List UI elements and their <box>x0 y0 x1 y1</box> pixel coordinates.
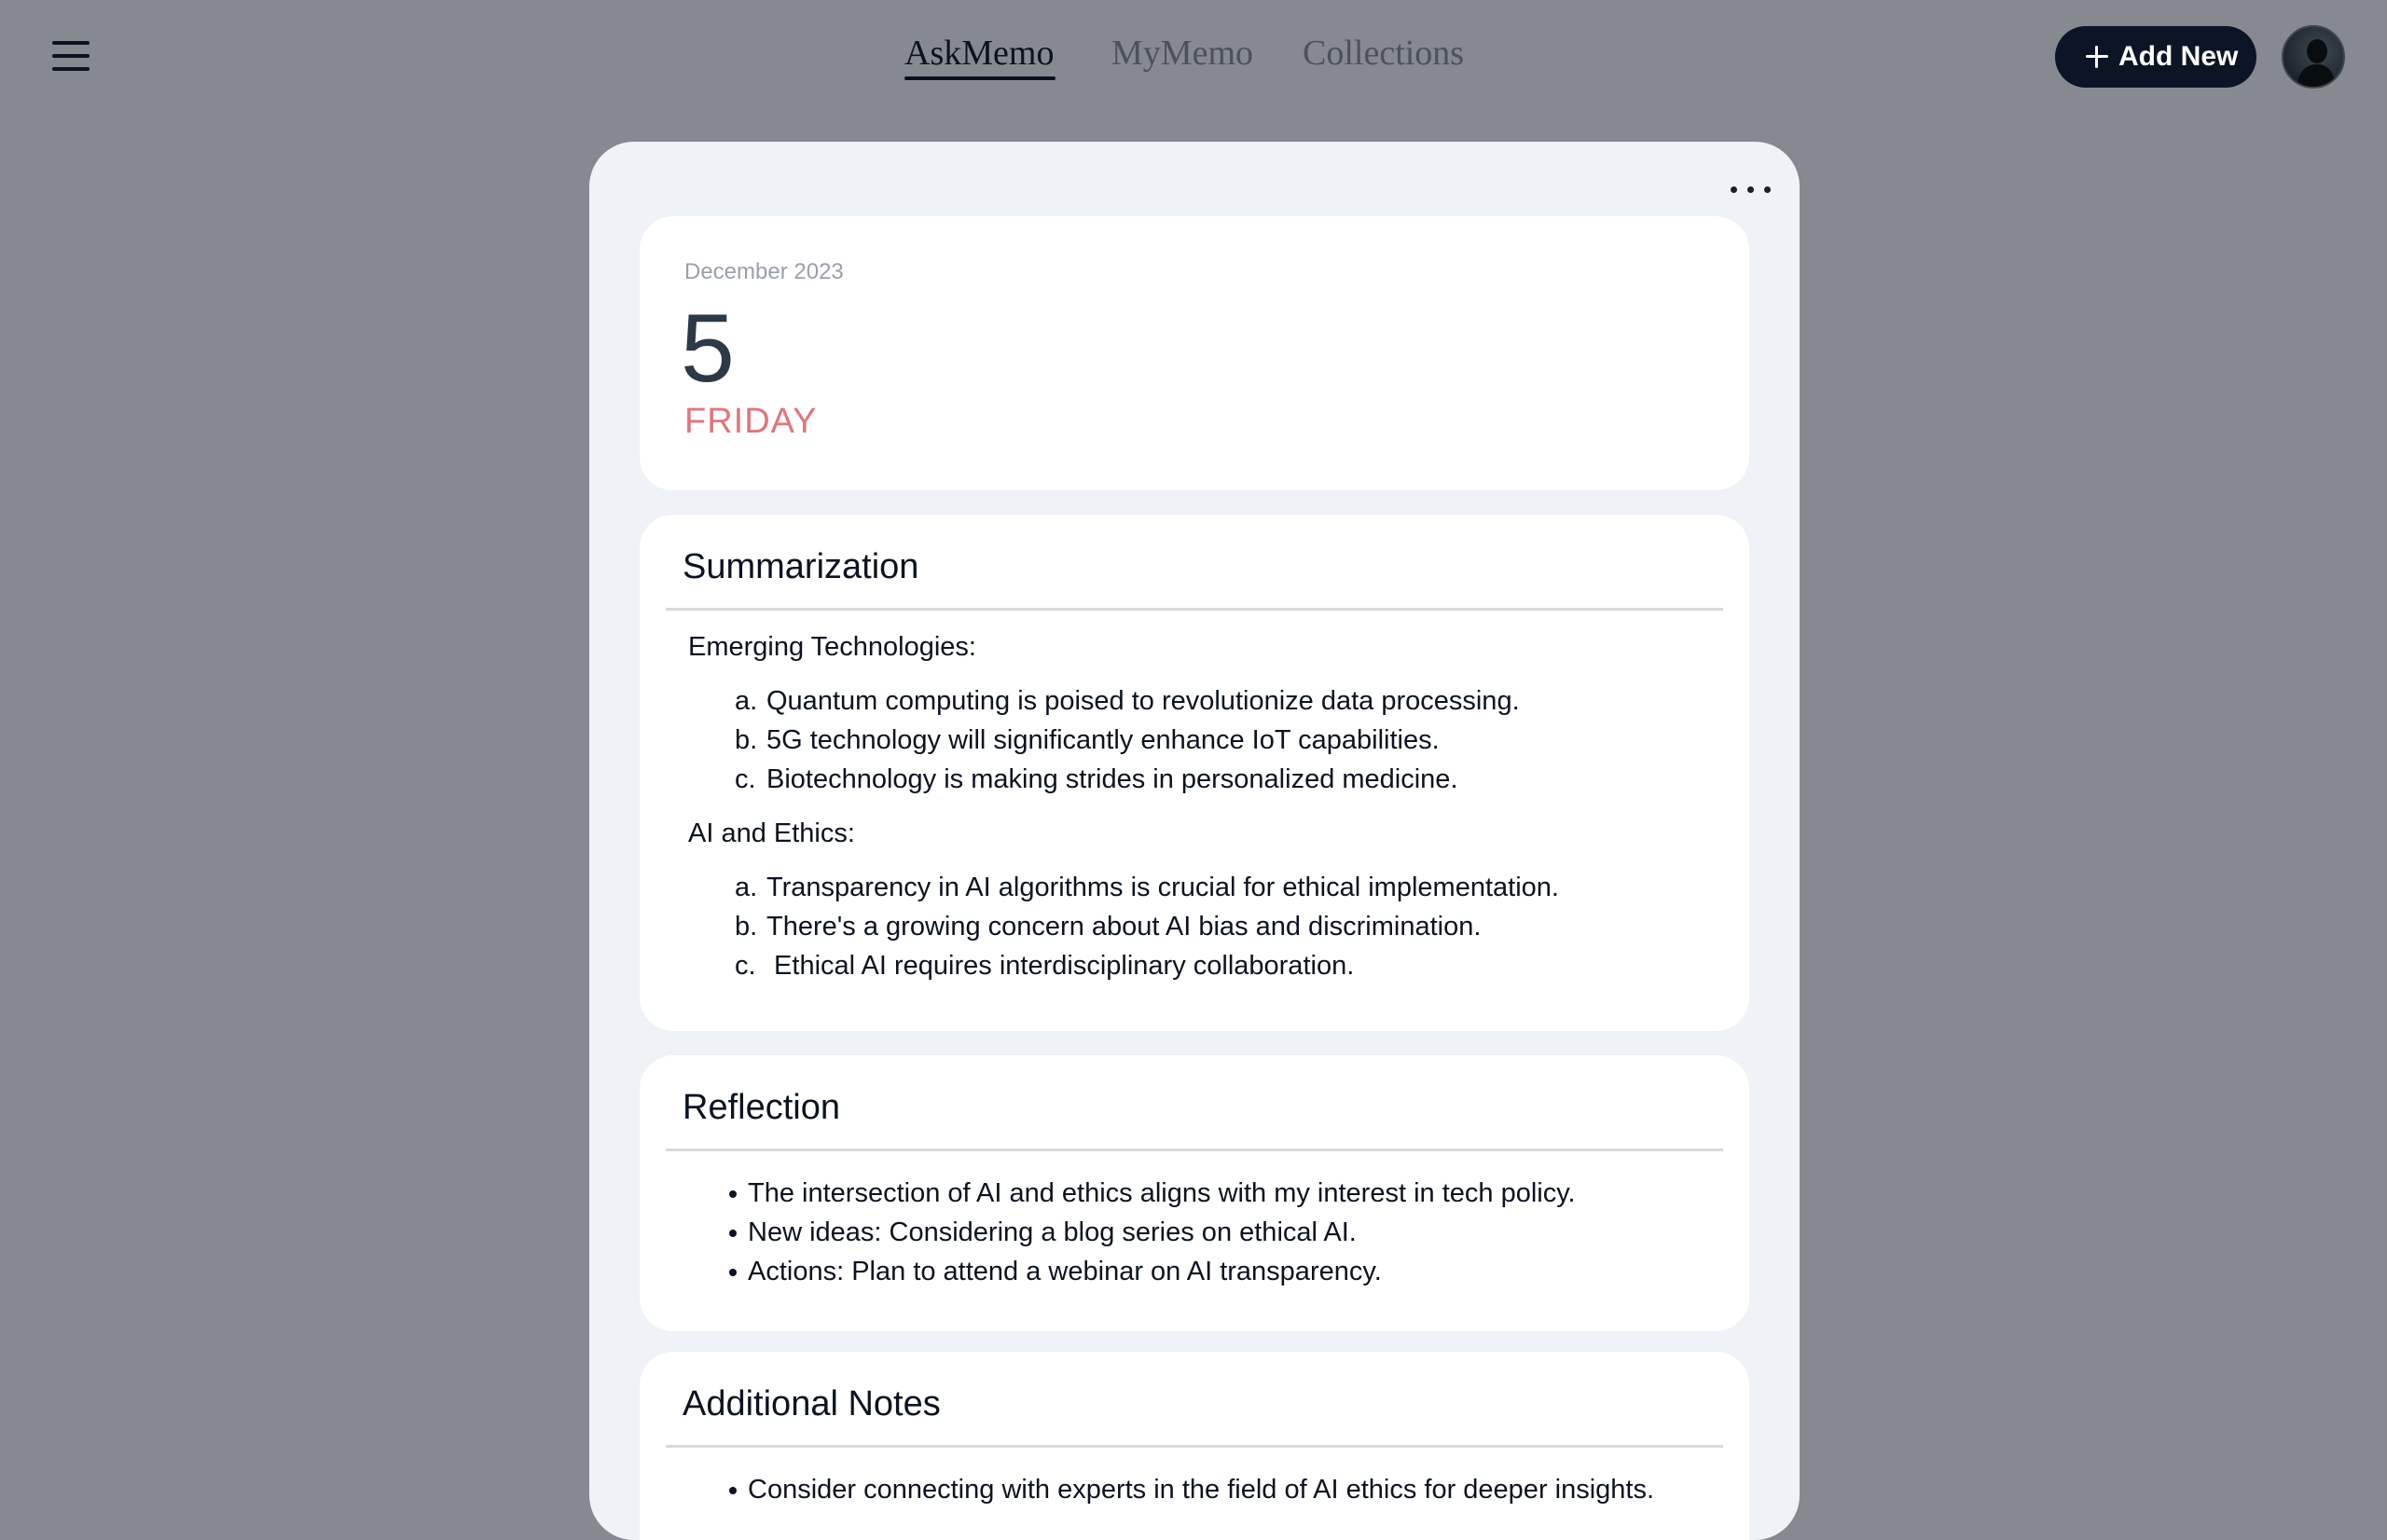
reflection-title: Reflection <box>683 1088 840 1127</box>
list-item <box>735 947 1354 984</box>
divider <box>666 1445 1723 1448</box>
list-item-text: There's a growing concern about AI bias and discrimination. <box>766 912 1482 942</box>
bullet-icon <box>729 1269 737 1276</box>
list-item-text: New ideas: Considering a blog series on ethical AI. <box>748 1217 1357 1247</box>
date-day: 5 <box>681 295 735 403</box>
additional-notes-card <box>640 1352 1749 1540</box>
tab-mymemo[interactable]: MyMemo <box>1111 34 1253 73</box>
list-item-text: Biotechnology is making strides in personalized medicine. <box>766 764 1458 794</box>
list-letter: c. <box>735 951 756 981</box>
list-item <box>735 682 1520 720</box>
list-letter: a. <box>735 686 758 716</box>
date-card <box>640 216 1749 490</box>
add-new-button[interactable] <box>2055 26 2256 88</box>
group-heading: Emerging Technologies: <box>688 632 976 662</box>
list-letter: c. <box>735 764 756 794</box>
list-item-text: The intersection of AI and ethics aligns with my interest in tech policy. <box>748 1178 1576 1208</box>
reflection-card <box>640 1055 1749 1331</box>
bullet-icon <box>729 1230 737 1237</box>
divider <box>666 1148 1723 1151</box>
list-item-text: 5G technology will significantly enhance IoT capabilities. <box>766 725 1440 755</box>
bullet-icon <box>729 1190 737 1198</box>
list-item-text: Quantum computing is poised to revolutionize data processing. <box>766 686 1520 716</box>
plus-icon <box>2077 38 2115 76</box>
list-item <box>735 761 1458 798</box>
list-item-text: Consider connecting with experts in the field of AI ethics for deeper insights. <box>748 1475 1655 1505</box>
divider <box>666 608 1723 611</box>
tab-askmemo[interactable]: AskMemo <box>904 34 1055 73</box>
summarization-card <box>640 515 1749 1031</box>
bullet-icon <box>729 1487 737 1494</box>
top-bar <box>0 0 2387 116</box>
list-item <box>735 869 1559 906</box>
list-item-text: Actions: Plan to attend a webinar on AI transparency. <box>748 1257 1382 1286</box>
more-options-icon[interactable] <box>1725 179 1777 201</box>
avatar[interactable] <box>2282 25 2345 89</box>
list-letter: b. <box>735 725 758 755</box>
list-item-text: Ethical AI requires interdisciplinary collaboration. <box>766 951 1355 981</box>
tab-collections[interactable]: Collections <box>1303 34 1465 73</box>
additional-notes-title: Additional Notes <box>683 1384 941 1423</box>
list-item <box>735 722 1440 759</box>
add-new-label: Add New <box>2118 41 2239 72</box>
hamburger-menu-icon[interactable] <box>52 39 91 73</box>
date-weekday: FRIDAY <box>684 402 818 441</box>
group-heading: AI and Ethics: <box>688 818 855 848</box>
avatar-silhouette-icon <box>2284 27 2343 87</box>
list-item <box>735 908 1481 945</box>
date-month-year: December 2023 <box>684 259 844 284</box>
list-letter: b. <box>735 912 758 942</box>
active-tab-underline <box>904 76 1056 80</box>
list-letter: a. <box>735 873 758 902</box>
summarization-title: Summarization <box>683 547 919 586</box>
list-item-text: Transparency in AI algorithms is crucial for ethical implementation. <box>766 873 1559 902</box>
memo-panel <box>589 142 1800 1540</box>
